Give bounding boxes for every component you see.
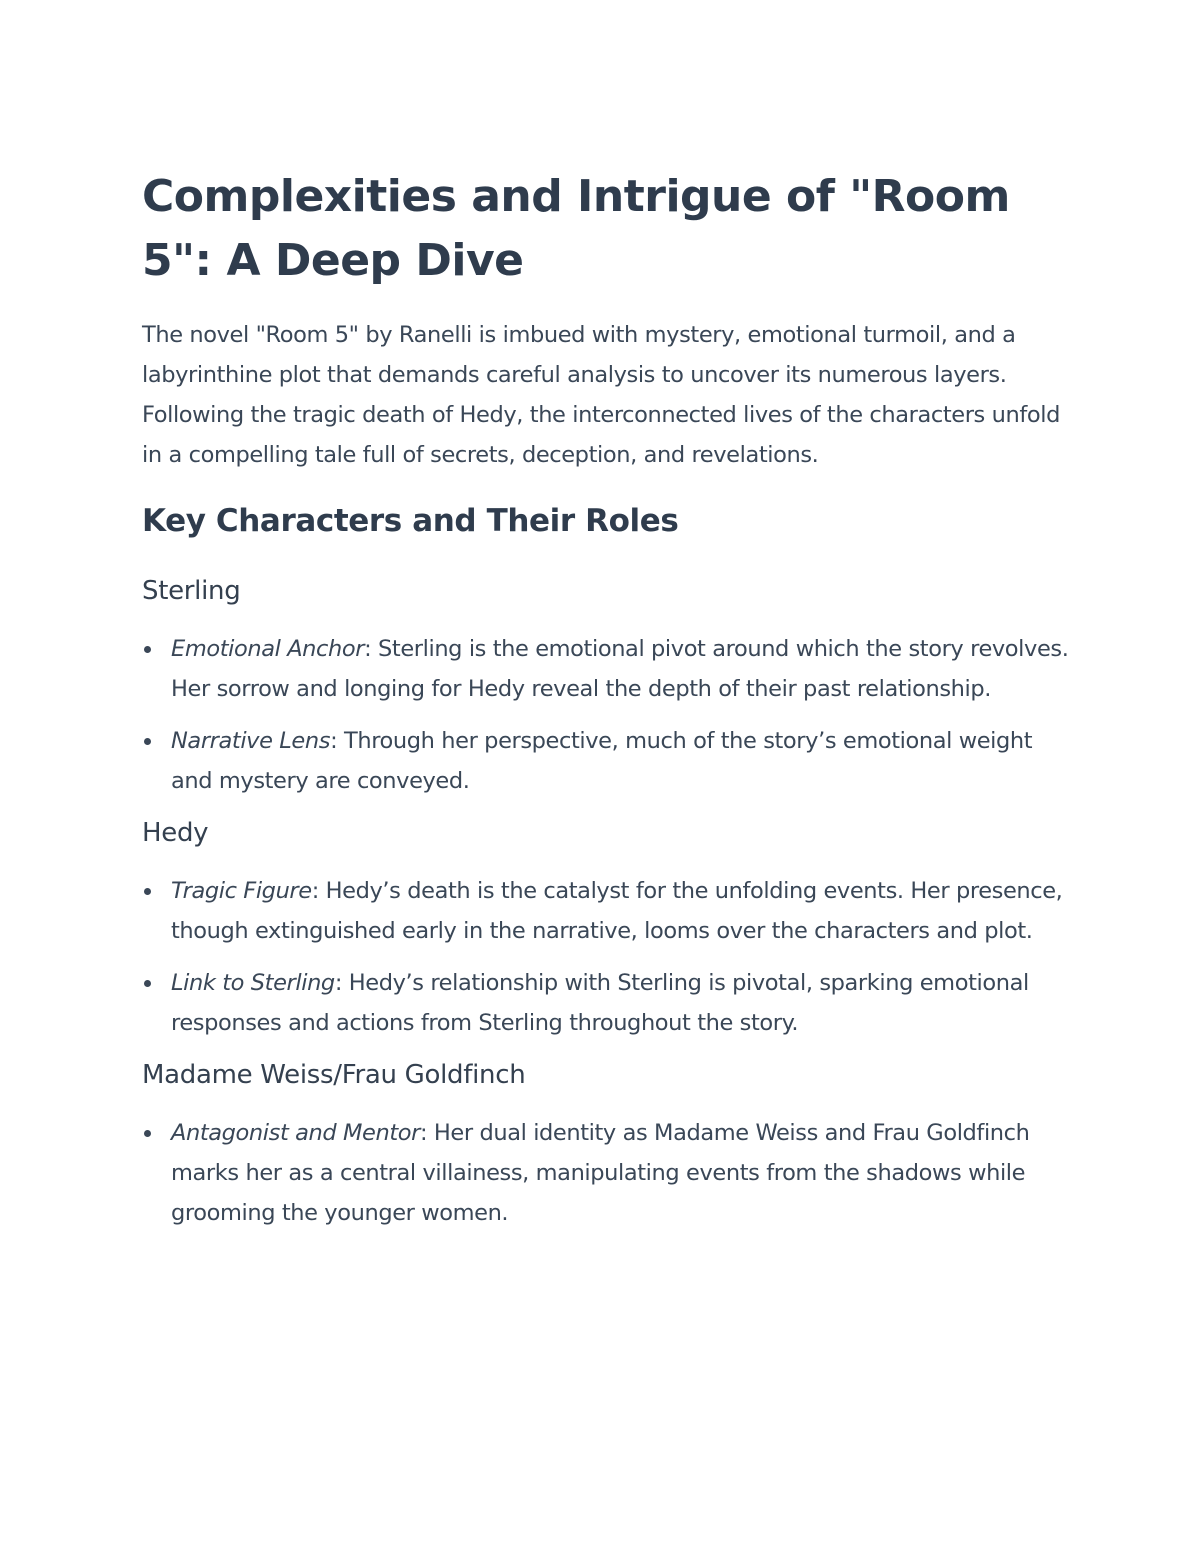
point-text: : Through her perspective, much of the story’s emotional weight and mystery are conveyed. <box>171 728 1033 794</box>
bullet-icon <box>144 646 151 653</box>
character-section-sterling <box>142 571 1072 801</box>
point-term: Antagonist and Mentor <box>171 1120 420 1146</box>
point-text: : Hedy’s death is the catalyst for the unfolding events. Her presence, though extinguished early in the narrative, looms over the characters and plot. <box>171 878 1063 944</box>
character-section-hedy <box>142 813 1072 1043</box>
list-item <box>142 871 1072 951</box>
bullet-icon <box>144 1130 151 1137</box>
point-term: Tragic Figure <box>171 878 312 904</box>
character-section-madame-weiss <box>142 1055 1072 1233</box>
character-heading: Madame Weiss/Frau Goldfinch <box>142 1060 526 1090</box>
point-text: : Hedy’s relationship with Sterling is pivotal, sparking emotional responses and actions from Sterling throughout the story. <box>171 970 1029 1036</box>
character-heading: Hedy <box>142 818 209 848</box>
list-item <box>142 629 1072 709</box>
character-heading: Sterling <box>142 576 241 606</box>
list-item <box>142 963 1072 1043</box>
document-page <box>142 165 1072 1233</box>
bullet-icon <box>144 980 151 987</box>
document-title: Complexities and Intrigue of "Room 5": A Deep Dive <box>142 171 1010 286</box>
point-term: Link to Sterling <box>171 970 335 996</box>
point-text: : Her dual identity as Madame Weiss and Frau Goldfinch marks her as a central villainess, manipulating events from the shadows while grooming the younger women. <box>171 1120 1030 1226</box>
intro-paragraph: The novel "Room 5" by Ranelli is imbued with mystery, emotional turmoil, and a labyrinthine plot that demands careful analysis to uncover its numerous layers. Following the tragic death of Hedy, the interconnected lives of the characters unfold in a compelling tale full of secrets, deception, and revelations. <box>142 322 1060 468</box>
section-heading: Key Characters and Their Roles <box>142 503 679 539</box>
point-term: Emotional Anchor <box>171 636 365 662</box>
character-points <box>142 629 1072 801</box>
point-term: Narrative Lens <box>171 728 331 754</box>
character-points <box>142 871 1072 1043</box>
point-text: : Sterling is the emotional pivot around which the story revolves. Her sorrow and longing for Hedy reveal the depth of their past relationship. <box>171 636 1069 702</box>
bullet-icon <box>144 888 151 895</box>
character-points <box>142 1113 1072 1233</box>
list-item <box>142 1113 1072 1233</box>
list-item <box>142 721 1072 801</box>
bullet-icon <box>144 738 151 745</box>
